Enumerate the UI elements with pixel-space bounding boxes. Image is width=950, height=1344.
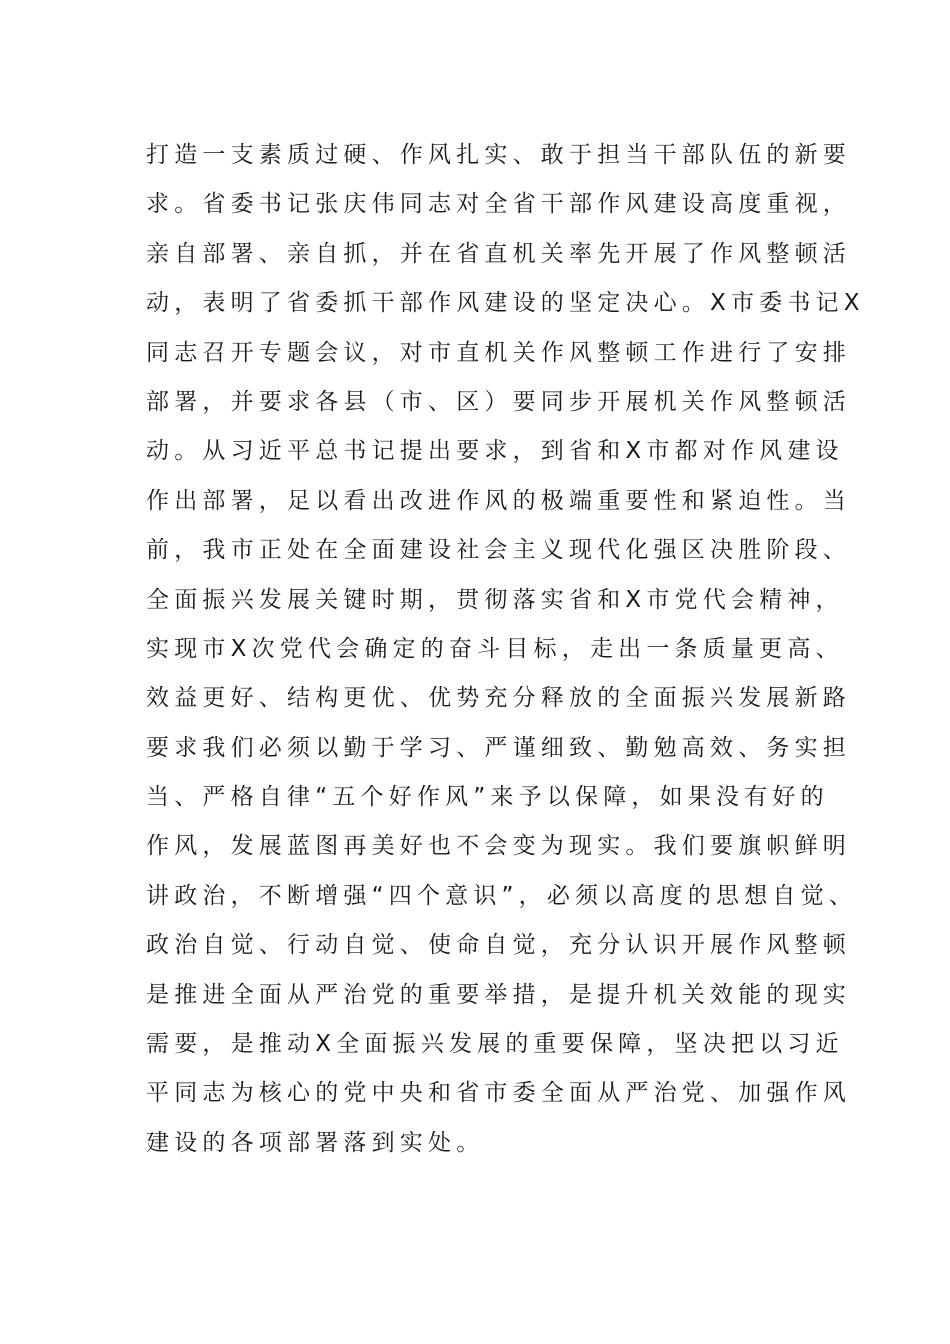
text-line: 当、严格自律“五个好作风”来予以保障，如果没有好的 <box>146 784 829 811</box>
text-line: 作出部署，足以看出改进作风的极端重要性和紧迫性。当 <box>146 487 851 514</box>
text-line: 讲政治，不断增强“四个意识”，必须以高度的思想自觉、 <box>146 882 858 909</box>
text-line: 建设的各项部署落到实处。 <box>146 1129 485 1156</box>
text-line: 作风，发展蓝图再美好也不会变为现实。我们要旗帜鲜明 <box>146 833 851 860</box>
text-line: 效益更好、结构更优、优势充分释放的全面振兴发展新路 <box>146 685 851 712</box>
text-line: 同志召开专题会议，对市直机关作风整顿工作进行了安排 <box>146 339 851 366</box>
text-line: 要求我们必须以勤于学习、严谨细致、勤勉高效、务实担 <box>146 734 851 761</box>
text-line: 打造一支素质过硬、作风扎实、敢于担当干部队伍的新要 <box>146 142 851 168</box>
text-line: 全面振兴发展关键时期，贯彻落实省和X市党代会精神， <box>146 586 844 613</box>
text-line: 求。省委书记张庆伟同志对全省干部作风建设高度重视， <box>146 191 851 218</box>
text-line: 实现市X次党代会确定的奋斗目标，走出一条质量更高、 <box>146 635 844 662</box>
text-line: 亲自部署、亲自抓，并在省直机关率先开展了作风整顿活 <box>146 240 851 267</box>
text-line: 动，表明了省委抓干部作风建设的坚定决心。X市委书记X <box>146 290 865 317</box>
text-line: 政治自觉、行动自觉、使命自觉，充分认识开展作风整顿 <box>146 932 851 959</box>
body-paragraph <box>146 131 865 1168</box>
text-line: 动。从习近平总书记提出要求，到省和X市都对作风建设 <box>146 438 844 465</box>
text-line: 需要，是推动X全面振兴发展的重要保障，坚决把以习近 <box>146 1031 844 1058</box>
text-line: 部署，并要求各县（市、区）要同步开展机关作风整顿活 <box>146 388 851 415</box>
text-line: 平同志为核心的党中央和省市委全面从严治党、加强作风 <box>146 1080 851 1107</box>
text-line: 前，我市正处在全面建设社会主义现代化强区决胜阶段、 <box>146 537 851 564</box>
text-line: 是推进全面从严治党的重要举措，是提升机关效能的现实 <box>146 981 851 1008</box>
